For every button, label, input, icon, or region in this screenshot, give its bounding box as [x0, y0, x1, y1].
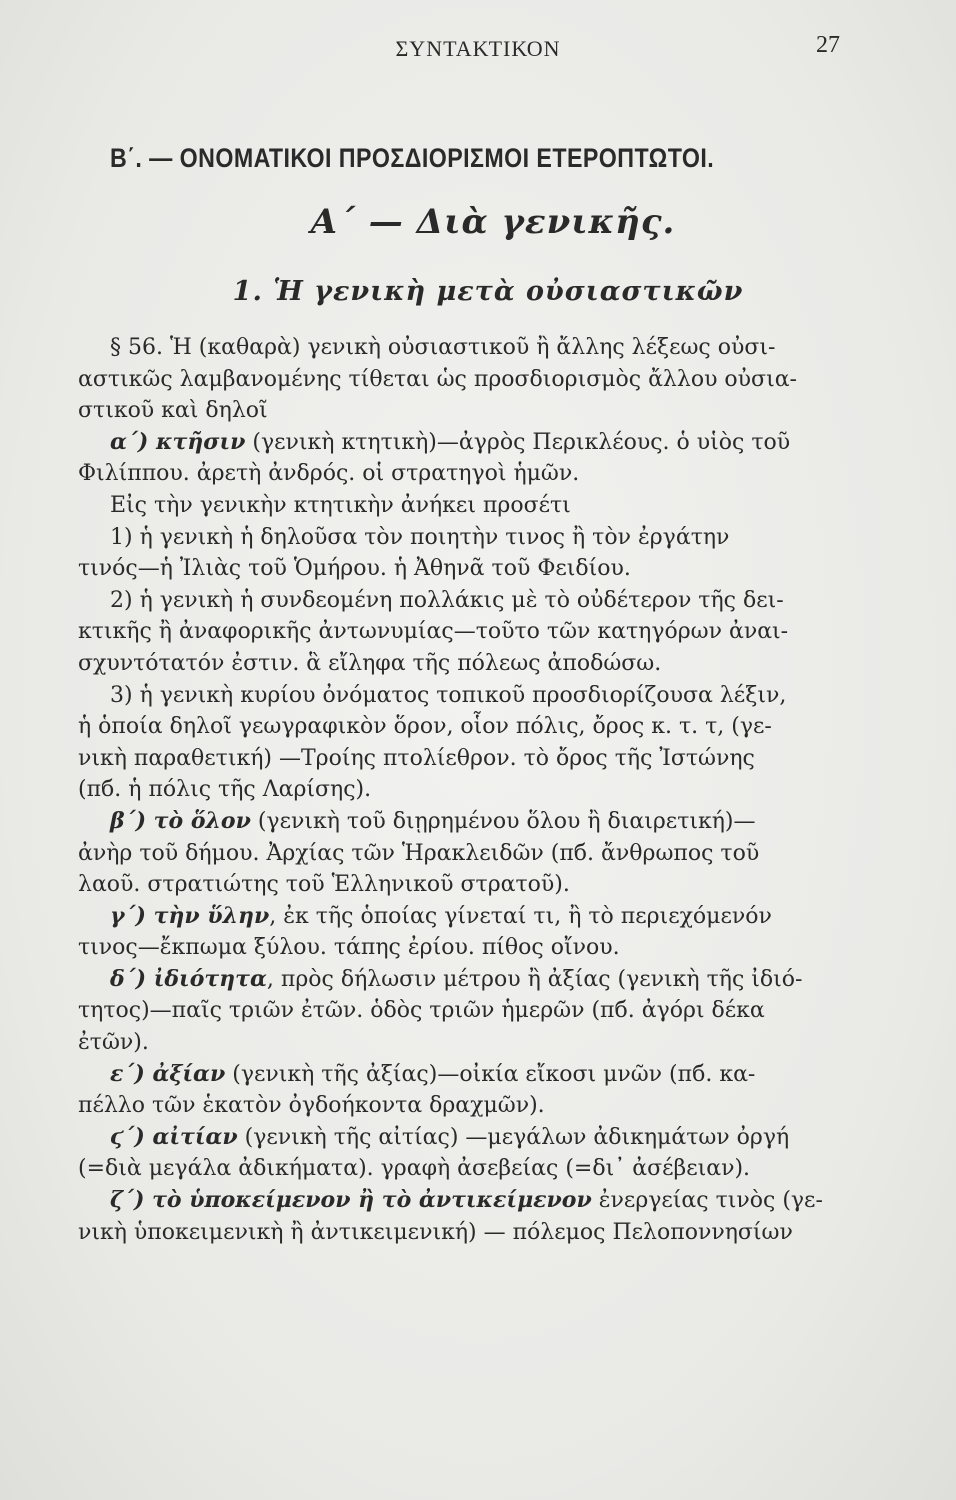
line-text: νικὴ ὑποκειμενικὴ ἢ ἀντικειμενική) — πόλεμος Πελοποννησίων: [78, 1219, 793, 1245]
text-line: [78, 1185, 848, 1217]
line-text: λαοῦ. στρατιώτης τοῦ Ἑλληνικοῦ στρατοῦ).: [78, 872, 570, 898]
line-text: κτικῆς ἢ ἀναφορικῆς ἀντωνυμίας—τοῦτο τῶν κατηγόρων ἀναι-: [78, 619, 789, 645]
text-line: [78, 869, 848, 901]
line-text: (γενικὴ τῆς ἀξίας)—οἰκία εἴκοσι μνῶν (πб. κα-: [225, 1061, 756, 1087]
subsubsection-heading: 1. Ἡ γενικὴ μετὰ οὐσιαστικῶν: [232, 276, 744, 307]
running-title: ΣΥΝΤΑΚΤΙΚΟΝ: [395, 36, 561, 61]
text-line: [78, 522, 848, 554]
line-text: νικὴ παραθετική) —Τροίης πτολίεθρον. τὸ ὄρος τῆς Ἰστώνης: [78, 745, 755, 771]
line-text: ἡ ὁποία δηλοῖ γεωγραφικὸν ὅρον, οἷον πόλις, ὄρος κ. τ. τ, (γε-: [78, 714, 772, 740]
section-heading: Β΄. — ΟΝΟΜΑΤΙΚΟΙ ΠΡΟΣΔΙΟΡΙΣΜΟΙ ΕΤΕΡΟΠΤΩΤΟΙ.: [110, 143, 715, 173]
text-line: [78, 711, 848, 743]
text-line: [78, 616, 848, 648]
page-number: 27: [816, 32, 840, 58]
line-text: στικοῦ καὶ δηλοῖ: [78, 398, 268, 424]
body-text: [78, 332, 848, 1248]
line-text: 3) ἡ γενικὴ κυρίου ὀνόματος τοπικοῦ προσδιορίζουσα λέξιν,: [110, 682, 787, 708]
line-text: τινός—ἡ Ἰλιὰς τοῦ Ὁμήρου. ἡ Ἀθηνᾶ τοῦ Φειδίου.: [78, 556, 631, 582]
line-text: , πρὸς δήλωσιν μέτρου ἢ ἀξίας (γενικὴ τῆς ἰδιό-: [266, 966, 803, 992]
text-line: [78, 838, 848, 870]
line-text: (γενικὴ τῆς αἰτίας) —μεγάλων ἀδικημάτων ὀργή: [237, 1124, 790, 1150]
subsection-heading: Α΄ — Διὰ γενικῆς.: [310, 202, 676, 242]
text-line: [78, 553, 848, 585]
item-label: γ΄) τὴν ὕλην: [110, 902, 270, 929]
line-text: , ἐκ τῆς ὁποίας γίνεταί τι, ἢ τὸ περιεχόμενόν: [269, 903, 772, 929]
text-line: [78, 995, 848, 1027]
line-text: ἐτῶν).: [78, 1030, 149, 1056]
line-text: αστικῶς λαμβανομένης τίθεται ὡς προσδιορισμὸς ἄλλου οὐσια-: [78, 366, 797, 392]
line-text: (πб. ἡ πόλις τῆς Λαρίσης).: [78, 777, 372, 803]
text-line: [78, 1122, 848, 1154]
item-label: ε΄) ἀξίαν: [110, 1060, 226, 1087]
text-line: [78, 458, 848, 490]
text-line: [78, 1059, 848, 1091]
text-line: [78, 332, 848, 364]
text-line: [78, 932, 848, 964]
text-line: [78, 774, 848, 806]
text-line: [78, 490, 848, 522]
text-line: [78, 901, 848, 933]
line-text: § 56. Ἡ (καθαρὰ) γενικὴ οὐσιαστικοῦ ἢ ἄλλης λέξεως οὐσι-: [110, 335, 776, 360]
line-text: (=διὰ μεγάλα ἀδικήματα). γραφὴ ἀσεβείας (=δι᾽ ἀσέβειαν).: [78, 1156, 751, 1182]
line-text: 1) ἡ γενικὴ ἡ δηλοῦσα τὸν ποιητὴν τινος ἢ τὸν ἐργάτην: [110, 524, 730, 550]
line-text: σχυντότατόν ἐστιν. ἃ εἴληφα τῆς πόλεως ἀποδώσω.: [78, 650, 662, 676]
text-line: [78, 585, 848, 617]
line-text: (γενικὴ κτητικὴ)—ἀγρὸς Περικλέους. ὁ υἱὸς τοῦ: [245, 429, 791, 455]
text-line: [78, 1153, 848, 1185]
line-text: Εἰς τὴν γενικὴν κτητικὴν ἀνήκει προσέτι: [110, 492, 571, 518]
text-line: [78, 1027, 848, 1059]
text-line: [78, 1090, 848, 1122]
text-line: [78, 364, 848, 396]
line-text: τητος)—παῖς τριῶν ἐτῶν. ὁδὸς τριῶν ἡμερῶν (πб. ἀγόρι δέκα: [78, 998, 765, 1024]
line-text: ἐνεργείας τινὸς (γε-: [591, 1188, 823, 1214]
item-label: ζ΄) τὸ ὑποκείμενον ἢ τὸ ἀντικείμενον: [110, 1187, 592, 1214]
item-label: α΄) κτῆσιν: [110, 428, 246, 455]
text-line: [78, 1217, 848, 1249]
line-text: (γενικὴ τοῦ διῃρημένου ὅλου ἢ διαιρετική)—: [250, 808, 756, 834]
text-line: [78, 648, 848, 680]
text-line: [78, 964, 848, 996]
line-text: ἀνὴρ τοῦ δήμου. Ἀρχίας τῶν Ἡρακλειδῶν (πб. ἄνθρωπος τοῦ: [78, 840, 760, 866]
line-text: πέλλο τῶν ἑκατὸν ὀγδοήκοντα δραχμῶν).: [78, 1093, 545, 1119]
running-head: [0, 28, 956, 68]
text-line: [78, 806, 848, 838]
line-text: Φιλίππου. ἀρετὴ ἀνδρός. οἱ στρατηγοὶ ἡμῶν.: [78, 461, 580, 487]
text-line: [78, 427, 848, 459]
item-label: ϛ΄) αἰτίαν: [110, 1123, 238, 1150]
text-line: [78, 680, 848, 712]
line-text: τινος—ἔκπωμα ξύλου. τάπης ἐρίου. πίθος οἴνου.: [78, 935, 620, 961]
item-label: δ΄) ἰδιότητα: [110, 965, 267, 992]
line-text: 2) ἡ γενικὴ ἡ συνδεομένη πολλάκις μὲ τὸ οὐδέτερον τῆς δει-: [110, 587, 784, 613]
text-line: [78, 743, 848, 775]
item-label: β΄) τὸ ὅλον: [110, 807, 251, 834]
text-line: [78, 395, 848, 427]
